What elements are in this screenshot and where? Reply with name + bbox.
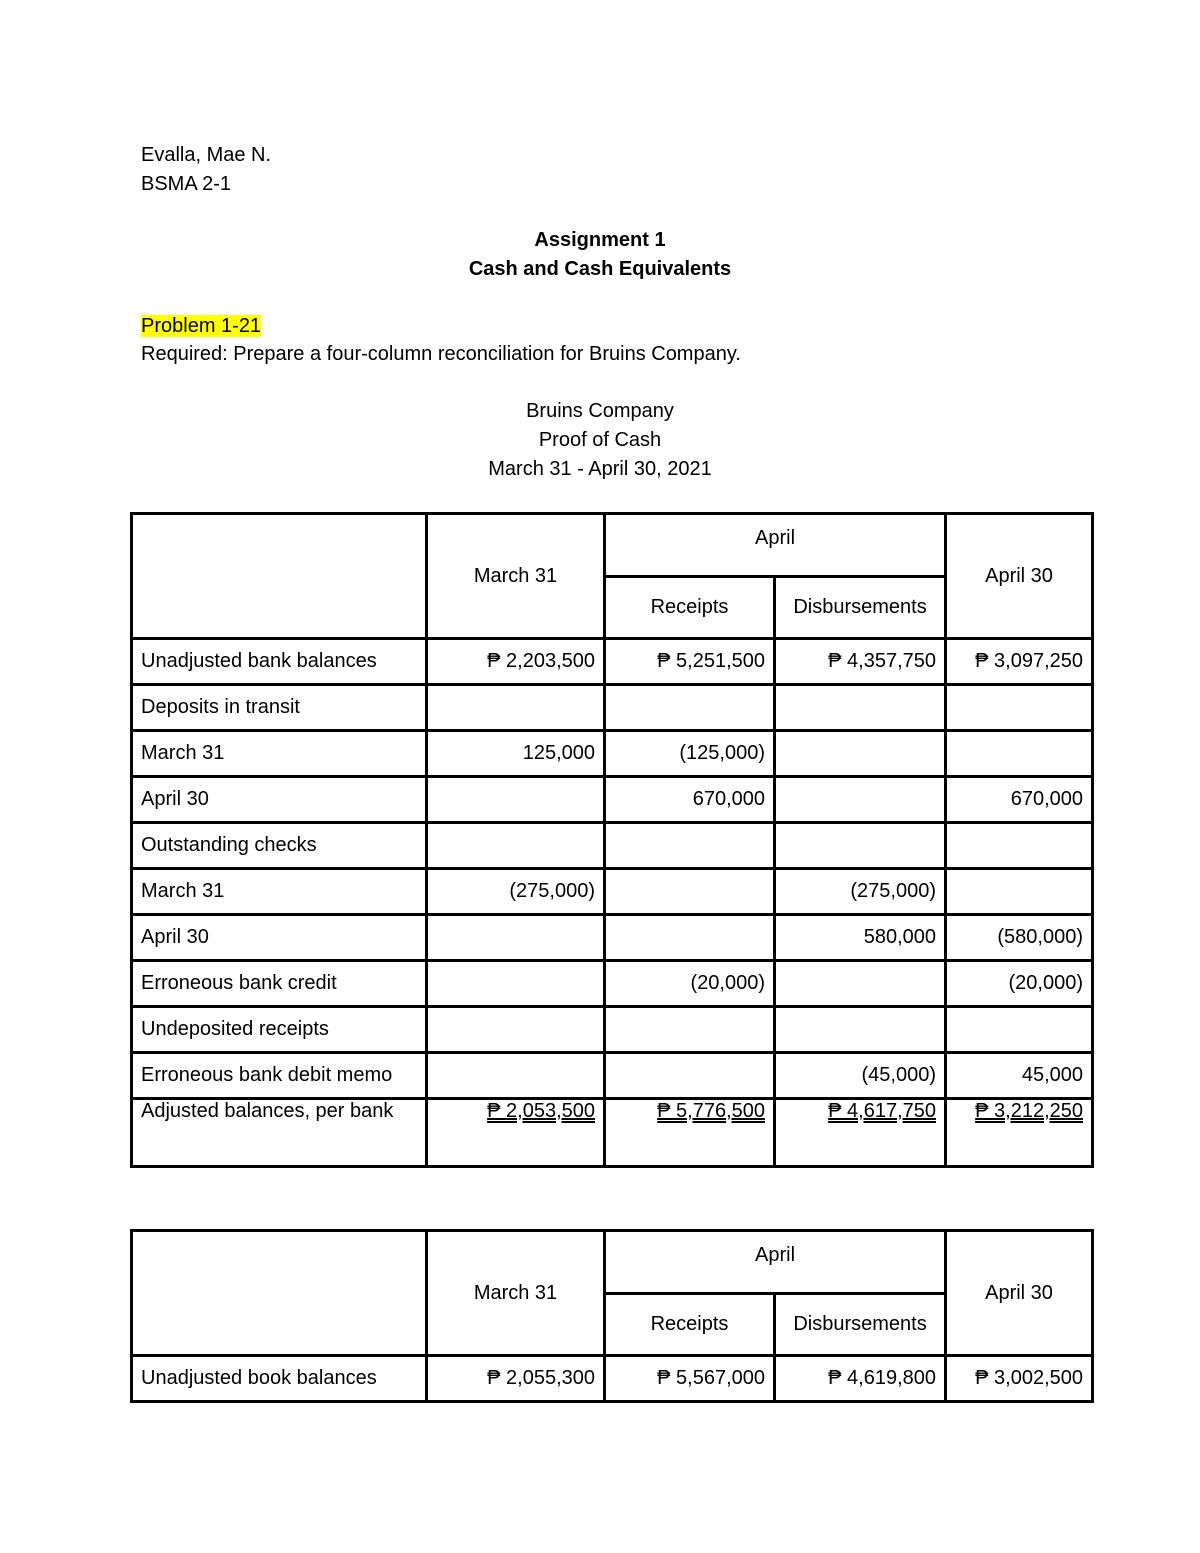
col-header-april: April	[605, 514, 946, 577]
bank-reconciliation-table	[130, 512, 1094, 1168]
value-cell	[605, 1007, 775, 1053]
value-cell: ₱ 2,055,300	[427, 1356, 605, 1402]
value-cell: 670,000	[946, 777, 1093, 823]
value-cell	[427, 961, 605, 1007]
blank-header-cell	[132, 1231, 427, 1356]
book-reconciliation-table	[130, 1229, 1094, 1403]
student-name: Evalla, Mae N.	[141, 144, 272, 166]
adjusted-value-cell	[775, 1099, 946, 1167]
value-cell: 580,000	[775, 915, 946, 961]
value-cell: (580,000)	[946, 915, 1093, 961]
value-cell	[605, 869, 775, 915]
value-cell	[427, 1053, 605, 1099]
value-cell	[946, 823, 1093, 869]
required-text: Required: Prepare a four-column reconciliation for Bruins Company.	[141, 343, 741, 365]
table-row	[132, 639, 1093, 685]
table-row	[132, 685, 1093, 731]
value-cell: (20,000)	[946, 961, 1093, 1007]
value-cell	[946, 685, 1093, 731]
value-cell: ₱ 3,097,250	[946, 639, 1093, 685]
row-label: Erroneous bank credit	[132, 961, 427, 1007]
assignment-subtitle: Cash and Cash Equivalents	[468, 258, 732, 280]
row-label: Unadjusted bank balances	[132, 639, 427, 685]
value-cell	[427, 823, 605, 869]
adjusted-value: ₱ 4,617,750	[828, 1100, 937, 1122]
value-cell: ₱ 5,567,000	[605, 1356, 775, 1402]
col-header-march31: March 31	[427, 514, 605, 639]
adjusted-value-cell	[605, 1099, 775, 1167]
value-cell: ₱ 5,251,500	[605, 639, 775, 685]
value-cell: (45,000)	[775, 1053, 946, 1099]
company-name: Bruins Company	[526, 400, 674, 422]
value-cell	[605, 685, 775, 731]
value-cell	[605, 1053, 775, 1099]
value-cell	[775, 777, 946, 823]
value-cell: 45,000	[946, 1053, 1093, 1099]
col-header-march31: March 31	[427, 1231, 605, 1356]
assignment-title: Assignment 1	[534, 229, 666, 251]
value-cell: ₱ 4,357,750	[775, 639, 946, 685]
problem-label	[141, 314, 261, 338]
value-cell	[427, 685, 605, 731]
table-row	[132, 869, 1093, 915]
table-row	[132, 1053, 1093, 1099]
row-label: March 31	[132, 869, 427, 915]
value-cell	[605, 915, 775, 961]
table-row	[132, 961, 1093, 1007]
row-label: Undeposited receipts	[132, 1007, 427, 1053]
value-cell	[427, 777, 605, 823]
value-cell	[427, 1007, 605, 1053]
problem-label-highlight: Problem 1-21	[141, 315, 262, 337]
value-cell	[946, 869, 1093, 915]
table-row	[132, 731, 1093, 777]
value-cell	[427, 915, 605, 961]
value-cell	[605, 823, 775, 869]
adjusted-value: ₱ 2,053,500	[487, 1100, 595, 1122]
adjusted-row	[132, 1099, 1093, 1167]
report-name: Proof of Cash	[538, 429, 662, 451]
value-cell	[775, 731, 946, 777]
value-cell: ₱ 4,619,800	[775, 1356, 946, 1402]
row-label: March 31	[132, 731, 427, 777]
table-row	[132, 777, 1093, 823]
col-header-disbursements: Disbursements	[775, 577, 946, 639]
col-header-disbursements: Disbursements	[775, 1294, 946, 1356]
value-cell: ₱ 3,002,500	[946, 1356, 1093, 1402]
value-cell: 670,000	[605, 777, 775, 823]
row-label: Deposits in transit	[132, 685, 427, 731]
value-cell: (275,000)	[775, 869, 946, 915]
row-label: Erroneous bank debit memo	[132, 1053, 427, 1099]
value-cell: (275,000)	[427, 869, 605, 915]
value-cell: (20,000)	[605, 961, 775, 1007]
col-header-april30: April 30	[946, 514, 1093, 639]
table-row	[132, 823, 1093, 869]
row-label: Outstanding checks	[132, 823, 427, 869]
adjusted-label: Adjusted balances, per bank	[132, 1099, 427, 1167]
row-label: April 30	[132, 777, 427, 823]
col-header-april: April	[605, 1231, 946, 1294]
row-label: Unadjusted book balances	[132, 1356, 427, 1402]
value-cell: (125,000)	[605, 731, 775, 777]
col-header-receipts: Receipts	[605, 577, 775, 639]
value-cell: 125,000	[427, 731, 605, 777]
value-cell	[775, 823, 946, 869]
student-section: BSMA 2-1	[141, 173, 232, 195]
value-cell	[946, 1007, 1093, 1053]
adjusted-value-cell	[946, 1099, 1093, 1167]
value-cell	[946, 731, 1093, 777]
adjusted-value: ₱ 3,212,250	[975, 1100, 1084, 1122]
report-period: March 31 - April 30, 2021	[488, 458, 712, 480]
table-row	[132, 1356, 1093, 1402]
adjusted-value-cell	[427, 1099, 605, 1167]
adjusted-value: ₱ 5,776,500	[657, 1100, 765, 1122]
value-cell	[775, 1007, 946, 1053]
row-label: April 30	[132, 915, 427, 961]
col-header-april30: April 30	[946, 1231, 1093, 1356]
value-cell: ₱ 2,203,500	[427, 639, 605, 685]
blank-header-cell	[132, 514, 427, 639]
table-row	[132, 1007, 1093, 1053]
value-cell	[775, 961, 946, 1007]
col-header-receipts: Receipts	[605, 1294, 775, 1356]
value-cell	[775, 685, 946, 731]
table-row	[132, 915, 1093, 961]
